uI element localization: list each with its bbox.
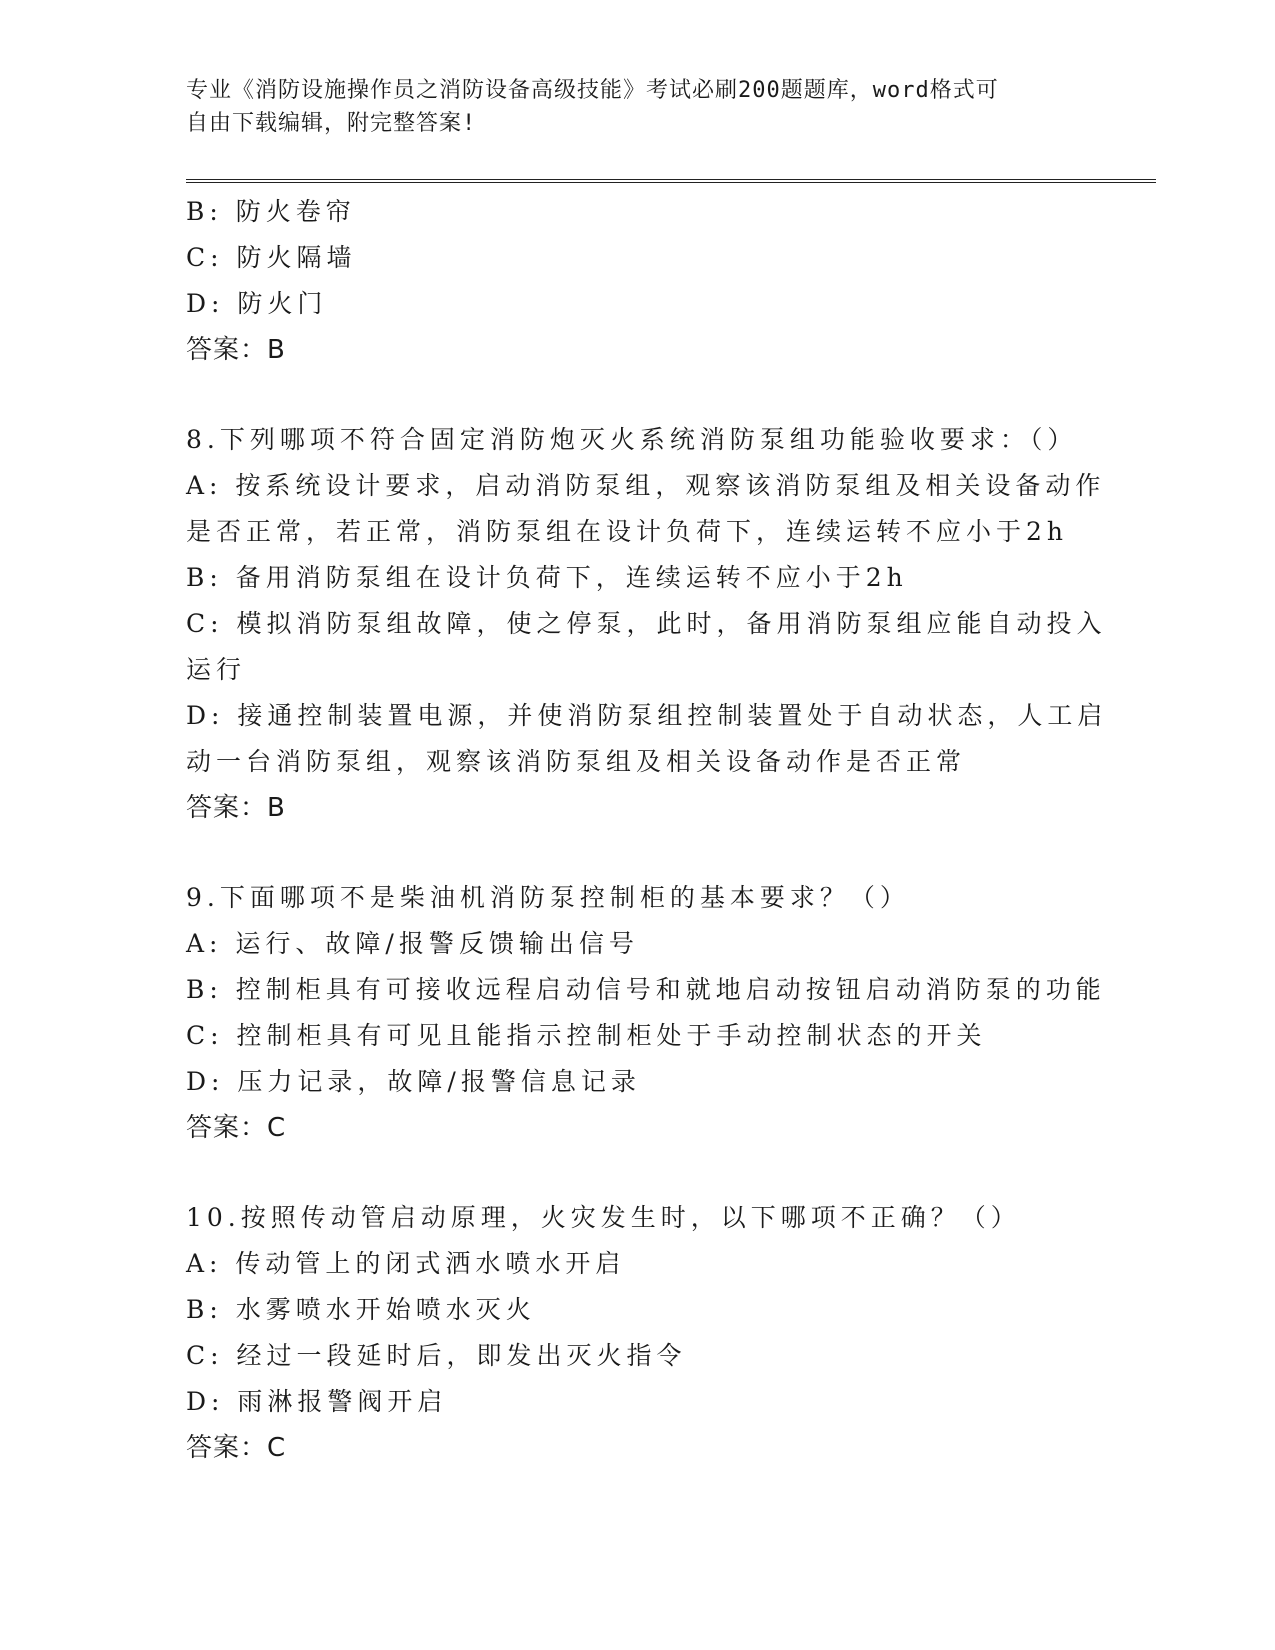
option-line: B: 备用消防泵组在设计负荷下，连续运转不应小于2h [186, 563, 908, 592]
option-line: B: 控制柜具有可接收远程启动信号和就地启动按钮启动消防泵的功能 [186, 975, 1106, 1004]
question-title: 10.按照传动管启动原理，火灾发生时，以下哪项不正确？（） [186, 1203, 1021, 1232]
option-b: B: 防火卷帘 [186, 197, 356, 226]
answer-line: 答案：C [186, 1433, 287, 1463]
option-line: 动一台消防泵组，观察该消防泵组及相关设备动作是否正常 [186, 747, 967, 776]
document-header [186, 74, 1066, 140]
option-line: A: 按系统设计要求，启动消防泵组，观察该消防泵组及相关设备动作 [186, 471, 1106, 500]
question-title: 8.下列哪项不符合固定消防炮灭火系统消防泵组功能验收要求：（） [186, 425, 1078, 454]
spacer [186, 373, 1066, 417]
option-line: 运行 [186, 655, 247, 684]
header-divider [186, 179, 1156, 183]
option-line: D: 压力记录，故障/报警信息记录 [186, 1067, 641, 1096]
option-line: A: 运行、故障/报警反馈输出信号 [186, 929, 639, 958]
answer-line: 答案：C [186, 1113, 287, 1143]
option-line: D: 接通控制装置电源，并使消防泵组控制装置处于自动状态，人工启 [186, 701, 1108, 730]
option-line: B: 水雾喷水开始喷水灭火 [186, 1295, 536, 1324]
answer-line: 答案：B [186, 793, 286, 823]
question-10 [186, 1195, 1066, 1471]
question-title: 9.下面哪项不是柴油机消防泵控制柜的基本要求？（） [186, 883, 910, 912]
option-line: 是否正常，若正常，消防泵组在设计负荷下，连续运转不应小于2h [186, 517, 1069, 546]
answer-line: 答案：B [186, 335, 286, 365]
option-line: D: 雨淋报警阀开启 [186, 1387, 448, 1416]
spacer [186, 1151, 1066, 1195]
question-8 [186, 417, 1108, 831]
option-c: C: 防火隔墙 [186, 243, 357, 272]
option-line: C: 经过一段延时后，即发出灭火指令 [186, 1341, 687, 1370]
spacer [186, 831, 1066, 875]
document-page [186, 0, 1156, 1650]
option-d: D: 防火门 [186, 289, 328, 318]
question-9 [186, 875, 1106, 1151]
question-7-tail [186, 189, 1066, 373]
header-title-line-1: 专业《消防设施操作员之消防设备高级技能》考试必刷200题题库，word格式可 [186, 78, 999, 103]
document-body [186, 189, 1108, 1471]
option-line: A: 传动管上的闭式洒水喷水开启 [186, 1249, 626, 1278]
option-line: C: 控制柜具有可见且能指示控制柜处于手动控制状态的开关 [186, 1021, 987, 1050]
header-title-line-2: 自由下载编辑，附完整答案! [186, 111, 477, 136]
option-line: C: 模拟消防泵组故障，使之停泵，此时，备用消防泵组应能自动投入 [186, 609, 1107, 638]
